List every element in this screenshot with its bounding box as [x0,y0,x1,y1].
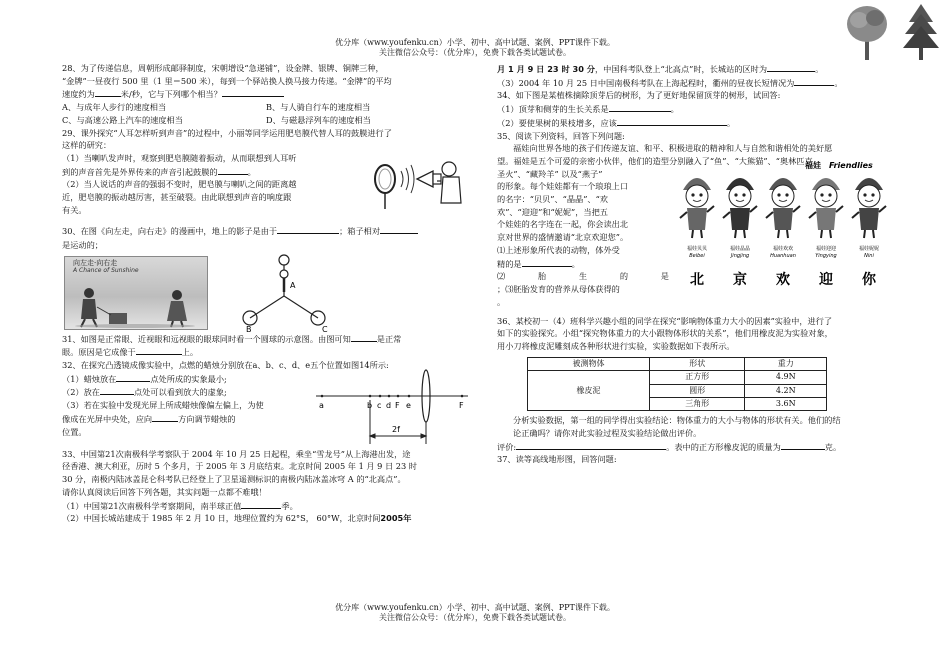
q28-speed-label: 速度约为 [62,89,95,100]
q28-options-row-1 [62,101,470,114]
q29-line-4: 到的声音首先是外界传来的声音引起鼓膜的 。 [62,166,256,177]
q33-line-6: （2）中国长城站建成于 1985 年 2 月 10 日，地理位置约为 62°S， 60°W，北京时间2005年 [62,513,412,524]
footer-line-2: 关注微信公众号：（优分库），免费下载各类试题试卷。 [379,613,571,623]
q31-line-2: 眼。原因是它成像于 上。 [62,347,199,358]
q32-line-6: 位置。 [62,426,87,437]
eye-a-lens-icon [280,270,288,278]
q29-line-6: 近，肥皂膜的振动越厉害，甚至破裂。由此联想到声音的响度跟 [62,192,292,203]
q29-line-3: （1）当喇叭发声时，观察到肥皂膜随着振动，从而联想到人耳听 [62,152,297,163]
header-line-2: 关注微信公众号：（优分库），免费下载各类试题试卷。 [379,48,571,58]
fuwa-mascot-icon [723,178,757,238]
fuwa-mascot-icon [852,178,886,238]
eye-label-a: A [290,280,296,290]
fuwa-mascot-icon [766,178,800,238]
convex-lens-diagram [314,366,470,448]
q29-block [62,139,470,224]
header-line-1: 优分库（www.youfenku.cn）小学、初中、高中试题、案例、PPT课件下载。 [335,38,615,47]
q32-line-4: （3）若在实验中发现光屏上所成蜡烛像偏左偏上，为使 [62,400,264,411]
sound-waves-icon [401,165,414,193]
q32-blank-1[interactable] [116,372,150,382]
q33-zone-time-blank[interactable] [767,62,815,72]
q32-line-3: （2）放在 点处可以看到放大的虚象; [62,387,227,398]
lens-focus-right: F [459,400,464,410]
q30-q31-figures [62,252,470,332]
table-weight-cell: 4.9N [745,371,827,384]
fuwa-mascot-icon [809,178,843,238]
q37-line-1: 37、读等高线地形图，回答问题: [497,454,617,465]
q35-line-4: 圣火”、“藏羚羊” 以及“燕子” [497,168,603,179]
soap-film-ring-icon [375,165,395,209]
q33-line-4: 请你认真阅读后回答下列各题，其实问题一点都不难哦！ [62,486,267,497]
lens-point-e: e [406,400,411,410]
q34-line-3: （2）要使果树的果枝增多，应该 。 [497,117,736,128]
right-column [497,62,897,466]
q29-line-5: （2）当人说话的声音的强弱不变时，肥皂膜与喇叭之间的距离越 [62,179,297,190]
fuwa-slogan-char: 欢 [776,271,790,288]
page-header [0,38,950,59]
q30-line-1: 30、在图《向左走，向右走》的漫画中，地上的影子是由于 ；箱子相对 [62,224,470,238]
speaker-soap-film-figure [367,141,467,215]
q32-block [62,372,470,448]
q35-line-2: 福娃向世界各地的孩子们传递友谊、和平、积极进取的精神和人与自然和谐相处的美好愿 [513,143,833,154]
q28-option-b: B、与人骑自行车的速度相当 [266,102,371,113]
fuwa-name-label: 福娃迎迎 [815,245,837,252]
q36-line-3: 用小刀将橡皮泥雕刻成各种形状进行实验，实验数据如下表所示。 [497,341,735,352]
q28-line-2: “金牌”一昼夜行 500 里（1 里＝500 米），每到一个驿站换人换马接力传递。“金牌”的平均 [62,75,392,86]
gravity-data-table [527,357,827,412]
walking-man-icon [81,288,97,327]
q32-line-5: 像成在光屏中央处，应向 方向调节蜡烛的 [62,413,236,424]
q31-blank-2[interactable] [136,345,182,355]
fuwa-pinyin-label: Beibei [689,252,705,259]
q30-blank-1[interactable] [277,224,339,234]
q29-line-2: 这样的研究： [62,140,112,151]
fuwa-slogan-char: 迎 [819,271,833,288]
page-footer [0,603,950,624]
q32-line-2: （1）蜡烛放在 点处所成的实象最小; [62,373,227,384]
fuwa-slogan-char: 京 [733,271,747,288]
q28-choice-blank[interactable] [222,87,284,97]
footer-line-1: 优分库（www.youfenku.cn）小学、初中、高中试题、案例、PPT课件下载。 [335,603,615,612]
comic-subtitle: A Chance of Sunshine [73,266,139,274]
q29-line-7: 有关。 [62,204,87,215]
fuwa-name-label: 福娃贝贝 [686,245,708,252]
table-object-cell: 橡皮泥 [528,371,650,411]
fuwa-pinyin-label: Jingjing [730,252,750,259]
q36-line-2: 如下的实验探究。小组“探究物体重力的大小跟物体形状的关系”，他们用橡皮泥为实验对象， [497,328,833,339]
comic-title: 向左走·向右走 [73,258,118,267]
q36-line-4: 分析实验数据，第一组的同学得出实验结论：物体重力的大小与物体的形状有关。他们的结 [513,415,841,426]
q34-blank-1[interactable] [609,102,671,112]
q33-line-3: 30 分，南极内陆冰盖昆仑科考队已经登上了卫星遥测标识的南极内陆冰盖冰穹 A 的“北高点”。 [62,474,406,485]
fuwa-title-cn: 福娃 [805,160,821,170]
fuwa-pinyin-label: Nini [864,252,874,259]
q32-line-1: 32、在探究凸透镜成像实验中，点燃的蜡烛分别放在a、b、c、d、e五个位置如图14所示: [62,360,389,371]
lens-focus-left: F [395,400,400,410]
table-header-weight: 重力 [745,357,827,370]
q30-line-2: 是运动的； [62,239,103,250]
fuwa-title-en: Friendlies [829,160,873,170]
q28-option-c: C、与高速公路上汽车的速度相当 [62,114,183,125]
table-shape-cell: 正方形 [649,371,745,384]
q28-speed-tail: 米/秒，它与下列哪个相当？ [120,89,222,100]
table-weight-cell: 3.6N [745,397,827,410]
lens-point-c: c [377,400,382,410]
q28-options-row-2 [62,114,470,127]
lens-point-d: d [386,400,392,410]
q28-option-a: A、与成年人步行的速度相当 [62,102,167,113]
table-header-object: 被测物体 [528,357,650,370]
fuwa-pinyin-label: Yingying [815,252,837,259]
q33-season-blank[interactable] [241,499,281,509]
left-column [62,62,470,525]
table-header-row [528,357,827,370]
table-shape-cell: 三角形 [649,397,745,410]
q33-cont-line-1: 月 1 月 9 日 23 时 30 分，中国科考队登上“北高点”时，长城站的区时为 。 [497,64,824,74]
table-weight-cell: 4.2N [745,384,827,397]
fuwa-name-label: 福娃妮妮 [858,245,880,252]
q36-mass-blank[interactable] [781,440,825,450]
q35-line-1: 35、阅读下列资料，回答下列问题: [497,130,625,141]
q36-evaluation-blank[interactable] [516,440,666,450]
q33-line-5: （1）中国第21次南极科学考察期间，南半球正值 季。 [62,500,298,511]
q29-blank-1[interactable] [218,165,248,175]
fuwa-slogan-char: 北 [690,271,704,288]
comic-image [64,256,208,330]
lens-point-b: b [367,400,373,410]
q29-line-1: 29、课外探究“人耳怎样听到声音”的过程中，小丽等同学运用肥皂膜代替人耳的鼓膜进行了 [62,127,392,138]
eye-label-b: B [246,324,252,332]
q32-blank-2[interactable] [100,385,134,395]
table-header-shape: 形状 [649,357,745,370]
q28-speed-blank[interactable] [95,87,121,97]
walking-woman-icon [167,290,187,327]
eye-label-c: C [322,324,328,332]
q28-line-1: 28、为了传递信息，周朝形成邮驿制度，宋朝增设“急递铺”，设金牌、银牌、铜牌三种， [62,63,384,73]
q35-blank-1[interactable] [522,257,572,267]
q28-option-d: D、与磁悬浮列车的速度相当 [266,114,371,125]
q28-line-3 [62,87,470,101]
q33-daylength-blank[interactable] [794,76,834,86]
q36-line-5: 论正确吗？请你对此实验过程及实验结论做出评价。 [513,428,702,438]
two-f-label: 2f [392,424,400,434]
suitcase-icon [97,307,127,324]
lens-point-a: a [319,400,324,410]
q32-blank-3[interactable] [152,412,178,422]
fuwa-mascot-icon [680,178,714,238]
q35-line-13: ；⑶胚胎发育的营养从母体获得的 [497,283,620,294]
fuwa-name-label: 福娃晶晶 [729,245,751,252]
q35-line-9: 京对世界的盛情邀请“北京欢迎您”。 [497,232,629,243]
q35-line-10: ⑴上述形象所代表的动物，体外受 [497,244,620,255]
q34-line-1: 34、如下图是某植株摘除顶芽后的树形，为了更好地保留顶芽的树形，试回答: [497,90,781,101]
q36-line-6: 评价: 。表中的正方形橡皮泥的质量为 克。 [497,441,842,452]
q33-line-1: 33、中国第21次南极科学考察队于 2004 年 10 月 25 日起程，乘坐“雪龙号”从上海港出发，途 [62,448,411,459]
target-ball-icon [279,255,289,265]
q35-line-12: ⑵ 胎 生 的 是 [497,271,669,282]
q35-line-5: 的形象。每个娃娃都有一个琅琅上口 [497,181,629,192]
fuwa-mascots-image [673,156,895,306]
q35-line-6: 的名字：“贝贝”、“晶晶”、“欢 [497,194,608,205]
q33-cont-line-2: （3）2004 年 10 月 25 日中国南极科考队在上海起程时，衢州的昼夜长短情况为 。 [497,77,843,88]
q35-line-7: 欢”、“迎迎”和“妮妮”，当把五 [497,206,608,217]
q31-blank-1[interactable] [351,332,377,342]
q35-line-8: 个娃娃的名字连在一起，你会读出北 [497,219,629,230]
fuwa-pinyin-label: Huanhuan [770,252,796,259]
q30-blank-2[interactable] [380,224,418,234]
q34-line-2: （1）顶芽和侧芽的生长关系是 。 [497,104,679,115]
q36-line-1: 36、某校初一（4）班科学兴趣小组的同学在探究“影响物体重力大小的因素”实验中，进行了 [497,315,833,326]
q35-line-3: 望。福娃是五个可爱的亲密小伙伴，他们的造型分别融入了“鱼”、“大熊猫”、“奥林匹克 [497,155,813,166]
q31-line-1: 31、如图是正常眼、近视眼和远视眼的眼球同时看一个圆球的示意图。由图可知 是正常 [62,333,402,344]
table-row [528,371,827,384]
fuwa-name-label: 福娃欢欢 [772,245,794,252]
q35-line-11: 精的是 。 [497,258,580,269]
table-shape-cell: 圆形 [649,384,745,397]
q33-line-2: 径香港、澳大利亚，历时 5 个多月，于 2005 年 3 月底结束。北京时间 2005 年 1 月 9 日 23 时 [62,461,417,472]
q35-line-14: 。 [497,296,506,307]
eyeball-diagram [212,252,332,332]
q34-blank-2[interactable] [617,116,727,126]
megaphone-person-icon [417,162,461,203]
fuwa-slogan-char: 你 [862,271,876,288]
